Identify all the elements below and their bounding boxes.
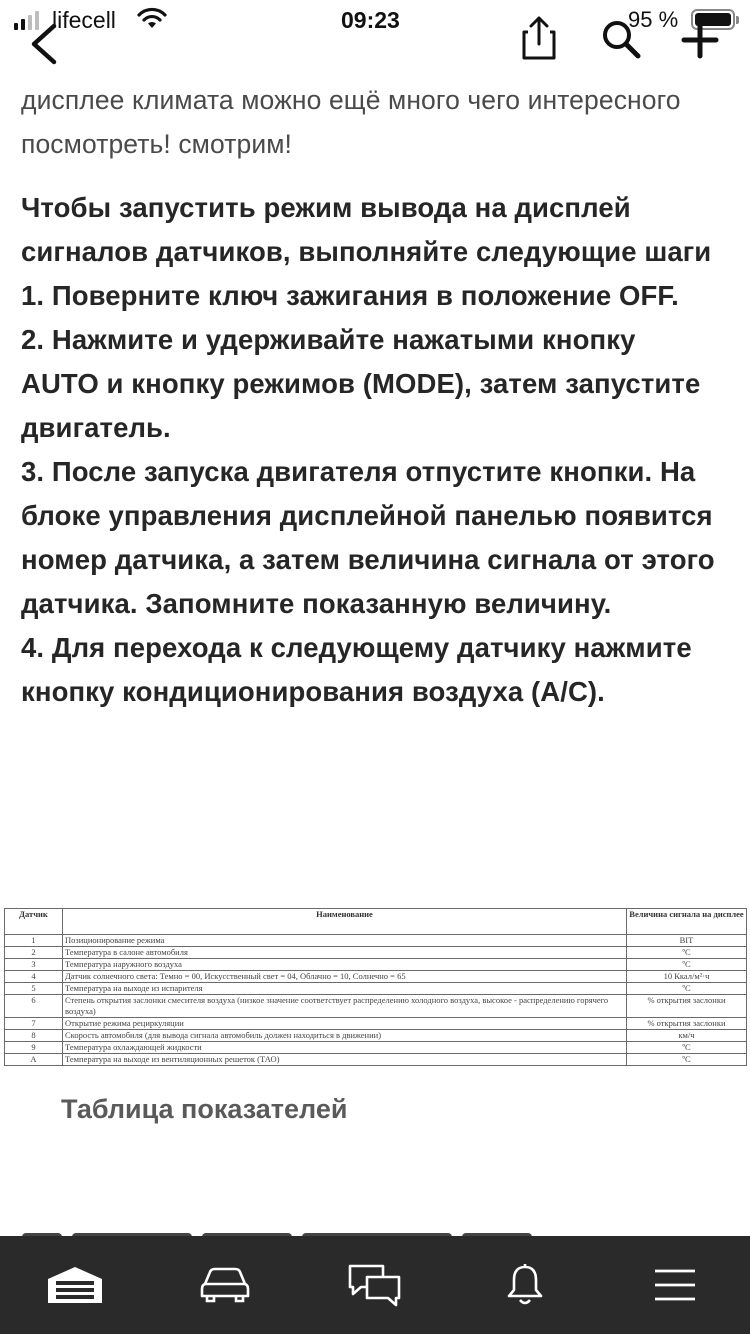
- column-header: Наименование: [63, 909, 627, 935]
- step-2: 2. Нажмите и удерживайте нажатыми кнопку AUTO и кнопку режимов (MODE), затем запустите двигатель.: [21, 324, 701, 443]
- table-row: [5, 959, 747, 971]
- table-row: [5, 1042, 747, 1054]
- chevron-left-icon[interactable]: [26, 22, 60, 66]
- sensor-number: 8: [5, 1030, 63, 1042]
- steps-heading: Чтобы запустить режим вывода на дисплей сигналов датчиков, выполняйте следующие шаги: [21, 192, 712, 267]
- sensor-number: 2: [5, 947, 63, 959]
- table-header-row: [5, 909, 747, 935]
- sensor-value: ºС: [627, 1042, 747, 1054]
- sensor-name: Датчик солнечного света: Темно = 00, Искусственный свет = 04, Облачно = 10, Солнечно = 65: [63, 971, 627, 983]
- table-row: [5, 935, 747, 947]
- step-1: 1. Поверните ключ зажигания в положение OFF.: [21, 280, 679, 311]
- sensor-value: км/ч: [627, 1030, 747, 1042]
- sensor-value: ºС: [627, 959, 747, 971]
- tab-notifications[interactable]: [450, 1236, 600, 1334]
- wifi-icon: [137, 6, 167, 30]
- sensor-number: 7: [5, 1018, 63, 1030]
- sensor-number: 5: [5, 983, 63, 995]
- table-row: [5, 983, 747, 995]
- sensor-value: BIT: [627, 935, 747, 947]
- table-row: [5, 947, 747, 959]
- table-row: [5, 971, 747, 983]
- garage-icon: [46, 1265, 104, 1305]
- sensor-table-image[interactable]: [4, 908, 747, 1066]
- table-row: [5, 1054, 747, 1066]
- share-icon[interactable]: [520, 14, 558, 62]
- sensor-number: 6: [5, 995, 63, 1018]
- column-header: Датчик: [5, 909, 63, 935]
- menu-icon: [653, 1268, 697, 1302]
- sensor-value: % открытия заслонки: [627, 995, 747, 1018]
- tab-menu[interactable]: [600, 1236, 750, 1334]
- tab-car[interactable]: [150, 1236, 300, 1334]
- car-icon: [199, 1266, 251, 1304]
- tab-garage[interactable]: [0, 1236, 150, 1334]
- sensor-name: Позиционирование режима: [63, 935, 627, 947]
- sensor-number: 3: [5, 959, 63, 971]
- sensor-value: % открытия заслонки: [627, 1018, 747, 1030]
- bell-icon: [505, 1263, 545, 1307]
- battery-percent: 95 %: [628, 7, 679, 32]
- image-caption: Таблица показателей: [61, 1094, 348, 1124]
- sensor-number: 4: [5, 971, 63, 983]
- sensor-name: Открытие режима рециркуляции: [63, 1018, 627, 1030]
- step-4: 4. Для перехода к следующему датчику нажмите кнопку кондиционирования воздуха (A/C).: [21, 632, 692, 707]
- table-row: [5, 1030, 747, 1042]
- sensor-number: 9: [5, 1042, 63, 1054]
- status-time: 09:23: [341, 7, 400, 33]
- sensor-name: Температура на выходе из испарителя: [63, 983, 627, 995]
- bottom-tab-bar: [0, 1236, 750, 1334]
- cut-off-text-line: [22, 1228, 542, 1236]
- sensor-name: Температура наружного воздуха: [63, 959, 627, 971]
- instruction-steps: [21, 186, 721, 714]
- sensor-name: Температура охлаждающей жидкости: [63, 1042, 627, 1054]
- carrier-name: lifecell: [52, 7, 116, 33]
- column-header: Величина сигнала на дисплее: [627, 909, 747, 935]
- chat-icon: [347, 1263, 403, 1307]
- table-row: [5, 995, 747, 1018]
- step-3: 3. После запуска двигателя отпустите кнопки. На блоке управления дисплейной панелью появится номер датчика, а затем величина сигнала от этого датчика. Запомните показанную величину.: [21, 456, 715, 619]
- sensor-value: ºС: [627, 947, 747, 959]
- sensor-number: А: [5, 1054, 63, 1066]
- article-intro: дисплее климата можно ещё много чего интересного посмотреть! смотрим!: [21, 85, 681, 159]
- article-body: [21, 78, 721, 714]
- plus-icon[interactable]: [678, 20, 722, 60]
- search-icon[interactable]: [600, 18, 644, 62]
- sensor-name: Степень открытия заслонки смесителя воздуха (низкое значение соответствует распределению холодного воздуха, высокое - распределению горячего воздуха): [63, 995, 627, 1018]
- sensor-name: Температура на выходе из вентиляционных решеток (ТАО): [63, 1054, 627, 1066]
- sensor-number: 1: [5, 935, 63, 947]
- sensor-name: Температура в салоне автомобиля: [63, 947, 627, 959]
- sensor-value: ºС: [627, 983, 747, 995]
- sensor-value: ºС: [627, 1054, 747, 1066]
- sensor-name: Скорость автомобиля (для вывода сигнала автомобиль должен находиться в движении): [63, 1030, 627, 1042]
- tab-messages[interactable]: [300, 1236, 450, 1334]
- sensor-value: 10 Ккал/м²·ч: [627, 971, 747, 983]
- table-row: [5, 1018, 747, 1030]
